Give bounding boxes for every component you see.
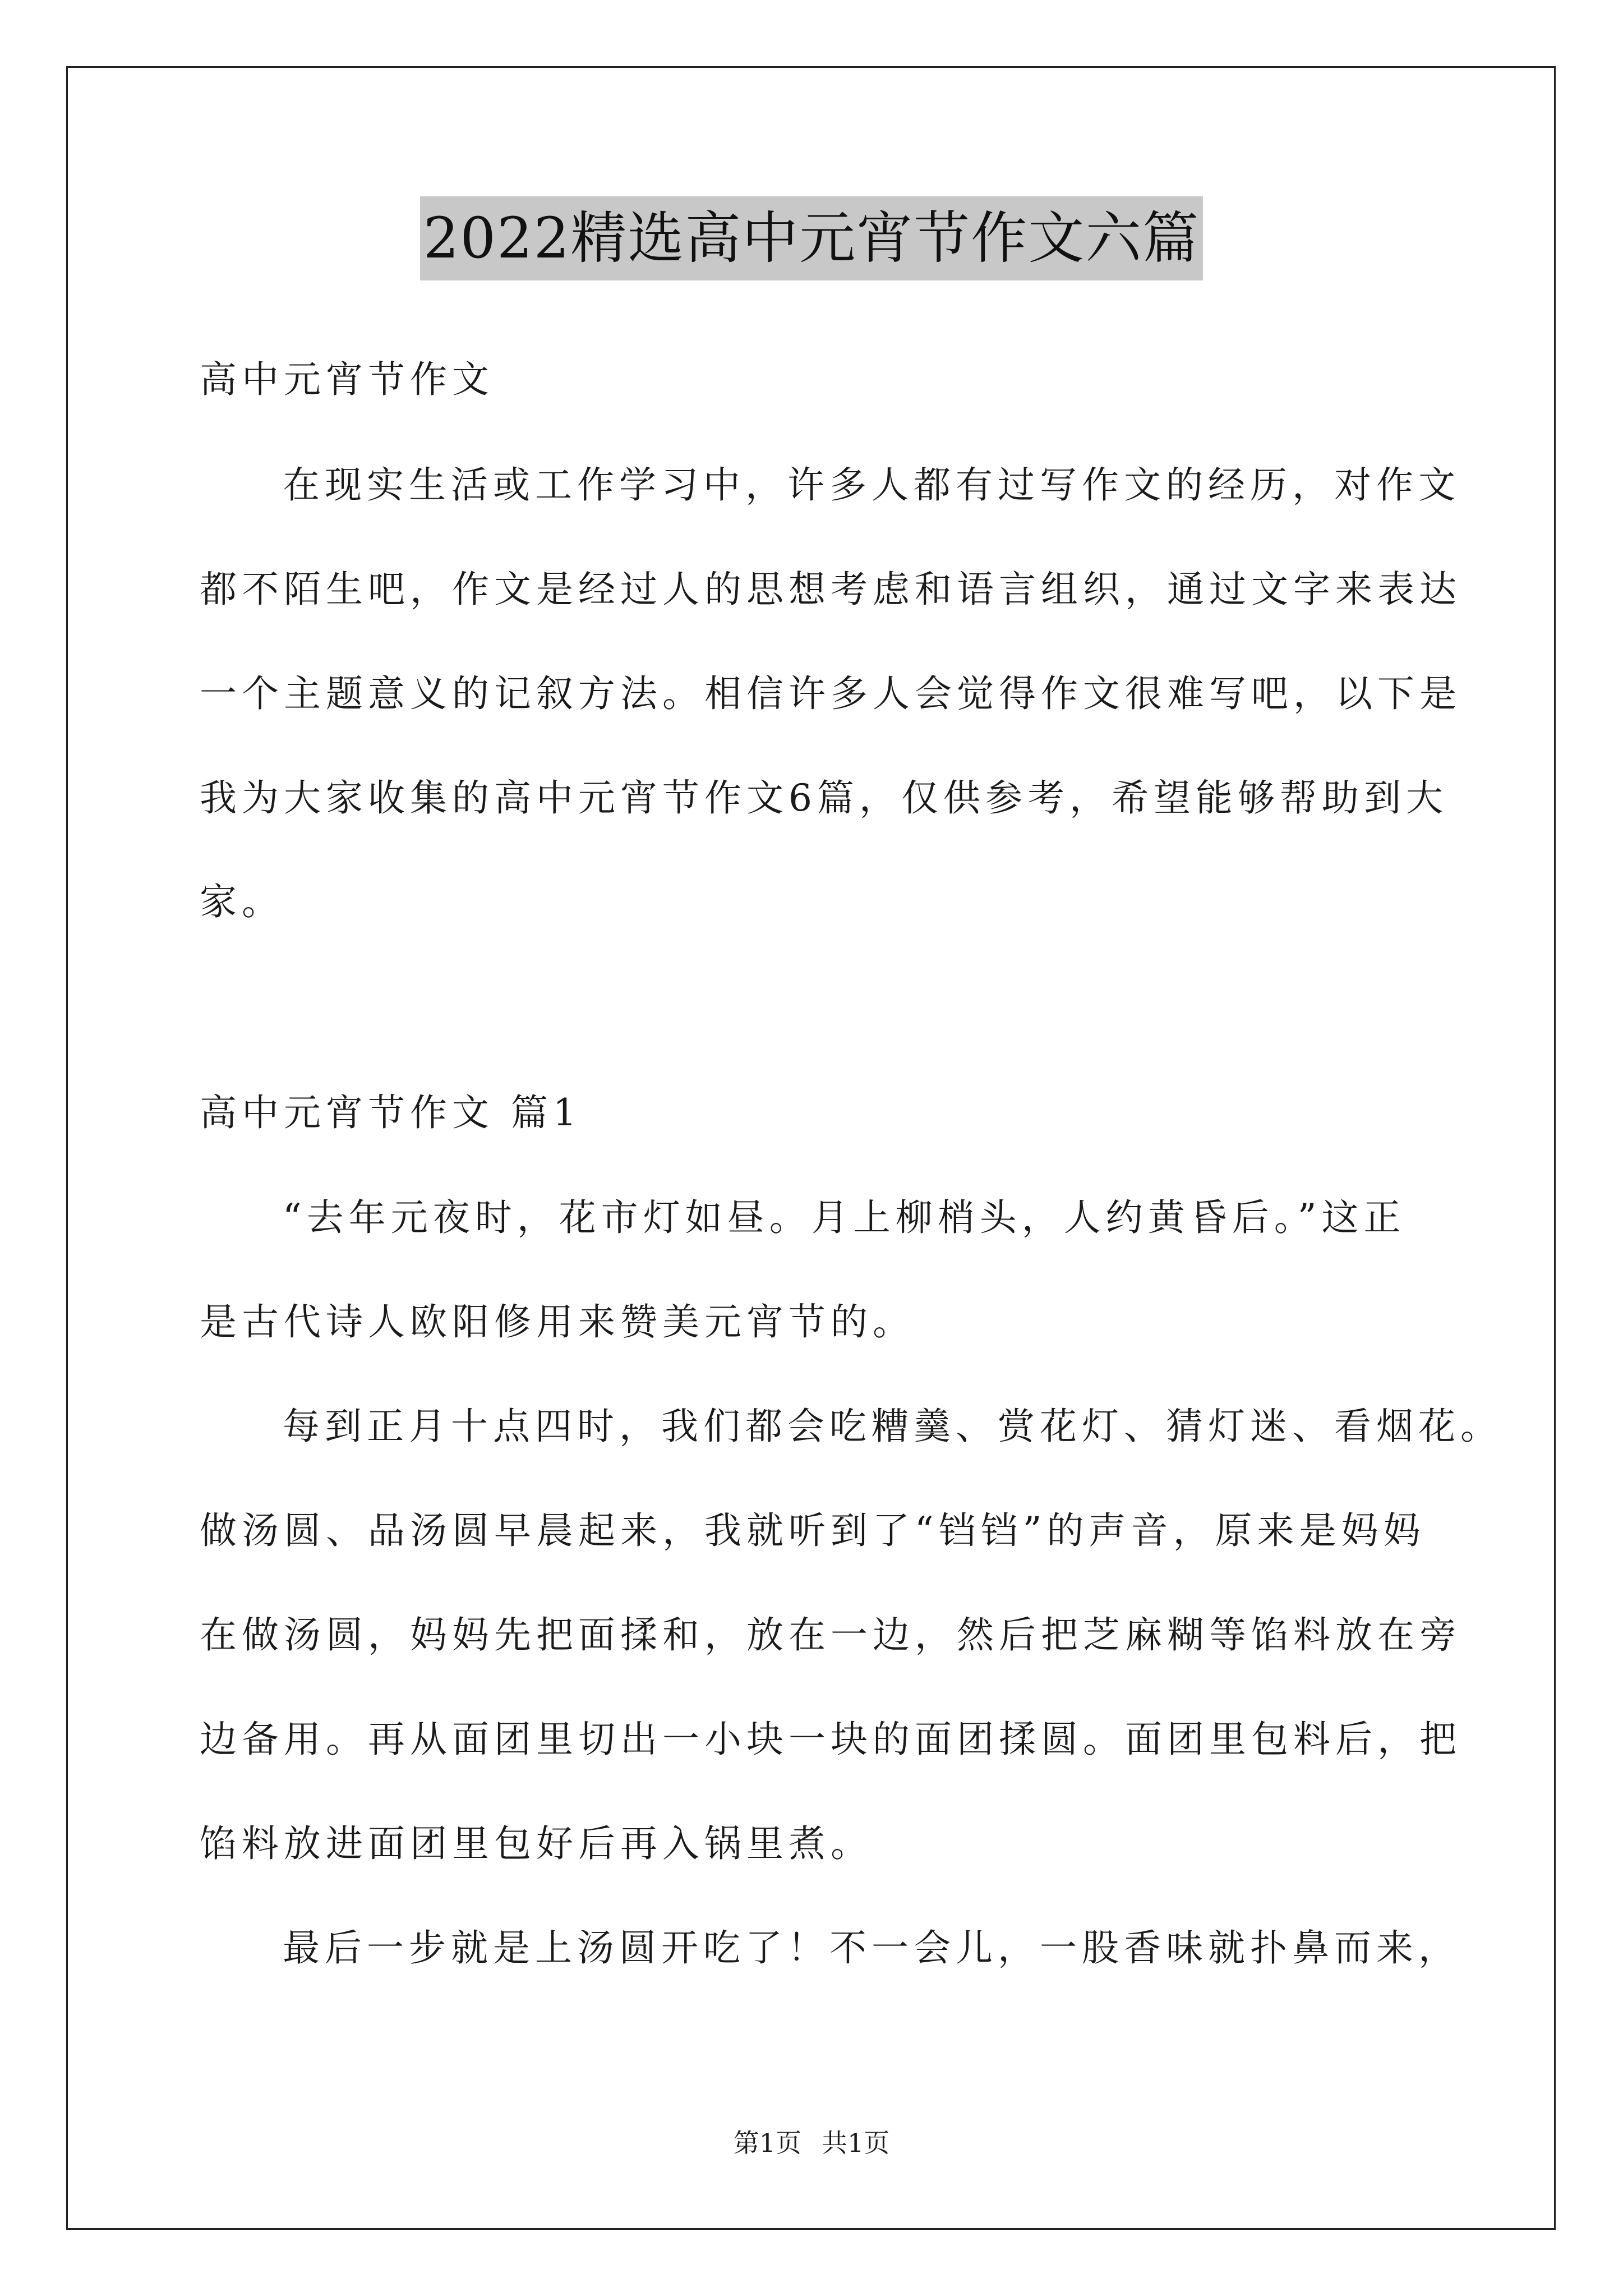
body-line: 在做汤圆，妈妈先把面揉和，放在一边，然后把芝麻糊等馅料放在旁 bbox=[200, 1613, 1461, 1657]
intro-line: 都不陌生吧，作文是经过人的思想考虑和语言组织，通过文字来表达 bbox=[200, 568, 1461, 611]
body-line: 最后一步就是上汤圆开吃了！不一会儿，一股香味就扑鼻而来， bbox=[283, 1926, 1460, 1970]
intro-line: 我为大家收集的高中元宵节作文6篇，仅供参考，希望能够帮助到大 bbox=[200, 776, 1448, 820]
intro-line: 一个主题意义的记叙方法。相信许多人会觉得作文很难写吧，以下是 bbox=[200, 672, 1461, 715]
page-footer bbox=[0, 2126, 1623, 2160]
document-title: 2022精选高中元宵节作文六篇 bbox=[420, 196, 1204, 280]
body-line: 做汤圆、品汤圆早晨起来，我就听到了“铛铛”的声音，原来是妈妈 bbox=[200, 1509, 1426, 1552]
intro-heading: 高中元宵节作文 bbox=[200, 358, 494, 401]
section-heading: 高中元宵节作文 篇1 bbox=[200, 1091, 582, 1134]
body-line: “去年元夜时，花市灯如昼。月上柳梢头，人约黄昏后。”这正 bbox=[283, 1196, 1406, 1239]
body-line: 每到正月十点四时，我们都会吃糟羹、赏花灯、猜灯迷、看烟花。 bbox=[283, 1405, 1502, 1448]
intro-line: 在现实生活或工作学习中，许多人都有过写作文的经历，对作文 bbox=[283, 463, 1460, 507]
page-number-total: 共1页 bbox=[822, 2128, 890, 2158]
title-container bbox=[0, 196, 1623, 280]
intro-line: 家。 bbox=[200, 880, 284, 923]
page-number-current: 第1页 bbox=[733, 2128, 801, 2158]
body-line: 边备用。再从面团里切出一小块一块的面团揉圆。面团里包料后，把 bbox=[200, 1718, 1461, 1761]
body-line: 馅料放进面团里包好后再入锅里煮。 bbox=[200, 1822, 873, 1865]
body-line: 是古代诗人欧阳修用来赞美元宵节的。 bbox=[200, 1300, 915, 1343]
